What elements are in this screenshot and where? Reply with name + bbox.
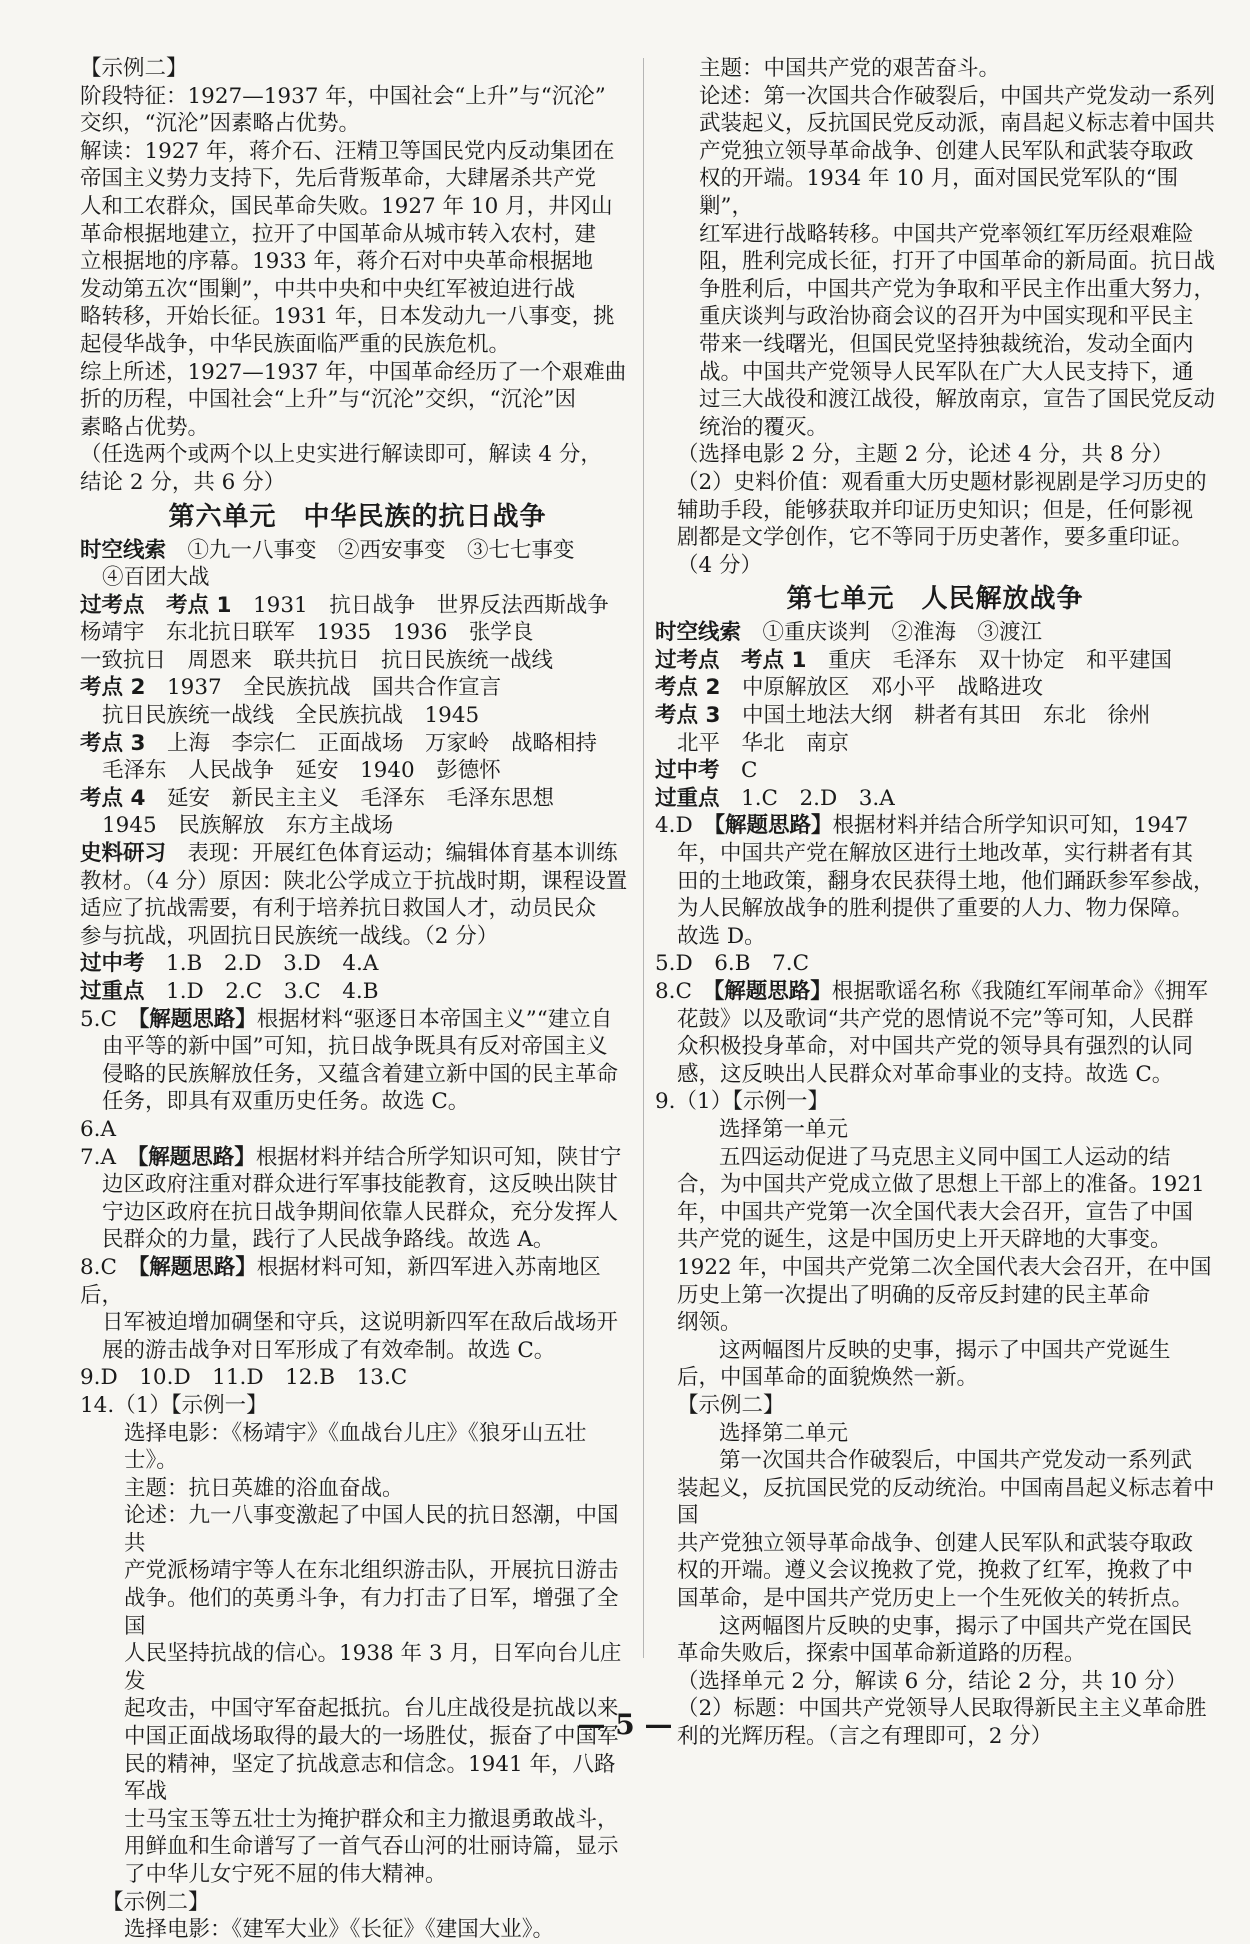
- kaodian-text: 抗日民族统一战线 全民族抗战 1945: [102, 703, 480, 729]
- solution-tag: 【解题思路】: [138, 1006, 257, 1032]
- text-line: 年，中国共产党在解放区进行土地改革，实行耕者有其: [677, 841, 1194, 867]
- kaodian-label: 考点 3: [655, 703, 721, 729]
- scoring-note: （任选两个或两个以上史实进行解读即可，解读 4 分，: [80, 442, 602, 468]
- text-line: 宁边区政府在抗日战争期间依靠人民群众，充分发挥人: [102, 1199, 619, 1225]
- text-line: 解读：1927 年，蒋介石、汪精卫等国民党内反动集团在: [80, 138, 615, 164]
- text-line: 人民坚持抗战的信心。1938 年 3 月，日军向台儿庄发: [124, 1641, 622, 1694]
- question-number: 7.A: [80, 1144, 138, 1170]
- scoring-note: （选择电影 2 分，主题 2 分，论述 4 分，共 8 分）: [677, 442, 1174, 468]
- text-line: 争胜利后，中国共产党为争取和平民主作出重大努力，: [699, 276, 1216, 302]
- text-line: 综上所述，1927—1937 年，中国革命经历了一个艰难曲: [80, 359, 627, 385]
- text-line: 根据材料并结合所学知识可知，1947: [832, 813, 1189, 839]
- text-line: 革命失败后，探索中国革命新道路的历程。: [677, 1641, 1086, 1667]
- solution-tag: 【解题思路】: [714, 813, 833, 839]
- answers: C: [741, 758, 758, 784]
- text-line: 交织，“沉沦”因素略占优势。: [80, 111, 360, 137]
- text-line: 由平等的新中国”可知，抗日战争既具有反对帝国主义: [102, 1034, 608, 1060]
- unit-6-title: 第六单元 中华民族的抗日战争: [168, 501, 547, 532]
- left-column: [80, 55, 635, 1944]
- example-label: 【示例二】: [102, 1889, 210, 1915]
- text-line: 革命根据地建立，拉开了中国革命从城市转入农村，建: [80, 221, 597, 247]
- kaodian-text: 杨靖宇 东北抗日联军 1935 1936 张学良: [80, 620, 534, 646]
- text-line: 起攻击，中国守军奋起抵抗。台儿庄战役是抗战以来: [124, 1696, 619, 1722]
- kaodian-text: 延安 新民主主义 毛泽东 毛泽东思想: [166, 785, 554, 811]
- text-line: 共产党的诞生，这是中国历史上开天辟地的大事变。: [677, 1227, 1172, 1253]
- text-line: 士马宝玉等五壮士为掩护群众和主力撤退勇敢战斗，: [124, 1806, 619, 1832]
- text-line: 起侵华战争，中华民族面临严重的民族危机。: [80, 331, 511, 357]
- kaodian-text: 北平 华北 南京: [677, 730, 850, 756]
- text-line: （2）史料价值：观看重大历史题材影视剧是学习历史的: [677, 469, 1207, 495]
- scoring-note: 结论 2 分，共 6 分）: [80, 469, 286, 495]
- example-label: 【示例二】: [80, 56, 188, 81]
- section-label: 史料研习: [80, 841, 167, 867]
- answers: 5.D 6.B 7.C: [655, 951, 810, 977]
- text-line: 帝国主义势力支持下，先后背叛革命，大肆屠杀共产党: [80, 166, 597, 192]
- text-line: 五四运动促进了马克思主义同中国工人运动的结: [719, 1144, 1171, 1170]
- kaodian-text: 1937 全民族抗战 国共合作宣言: [166, 675, 502, 701]
- text-line: 花鼓》以及歌词“共产党的恩情说不完”等可知，人民群: [677, 1006, 1194, 1032]
- timeline-label: 时空线索: [655, 620, 742, 646]
- solution-tag: 【解题思路】: [137, 1144, 256, 1170]
- text-line: 民群众的力量，践行了人民战争路线。故选 A。: [102, 1227, 555, 1253]
- text-line: 14.（1）【示例一】: [80, 1392, 268, 1418]
- section-label: 过考点: [80, 592, 145, 618]
- text-line: 后，中国革命的面貌焕然一新。: [677, 1365, 979, 1391]
- text-line: 论述：九一八事变激起了中国人民的抗日怒潮，中国共: [124, 1503, 619, 1556]
- text-line: 主题：抗日英雄的浴血奋战。: [124, 1475, 404, 1501]
- text-line: 辅助手段，能够获取并印证历史知识；但是，任何影视: [677, 497, 1194, 523]
- text-line: 带来一线曙光，但国民党坚持独裁统治，发动全面内: [699, 331, 1194, 357]
- text-line: 用鲜血和生命谱写了一首气吞山河的壮丽诗篇，显示: [124, 1834, 619, 1860]
- text-line: 侵略的民族解放任务，又蕴含着建立新中国的民主革命: [102, 1061, 619, 1087]
- text-line: 了中华儿女宁死不屈的伟大精神。: [124, 1862, 447, 1887]
- text-line: 故选 D。: [677, 923, 766, 949]
- solution-tag: 【解题思路】: [138, 1254, 257, 1280]
- text-line: 统治的覆灭。: [699, 414, 829, 440]
- text-line: 参与抗战，巩固抗日民族统一战线。（2 分）: [80, 923, 499, 949]
- question-number: 5.C: [80, 1006, 139, 1032]
- text-line: 选择电影：《杨靖宇》《血战台儿庄》《狼牙山五壮士》。: [124, 1420, 587, 1474]
- timeline-items: ①重庆谈判 ②淮海 ③渡江: [762, 620, 1043, 646]
- text-line: 剧都是文学创作，它不等同于历史著作，要多重印证。: [677, 525, 1194, 551]
- kaodian-label: 考点 2: [655, 675, 721, 701]
- answers: 6.A: [80, 1116, 117, 1142]
- section-label: 过考点: [655, 647, 720, 673]
- kaodian-text: 中国土地法大纲 耕者有其田 东北 徐州: [741, 703, 1151, 729]
- text-line: 国革命，是中国共产党历史上一个生死攸关的转折点。: [677, 1586, 1194, 1612]
- text-line: 9.（1）【示例一】: [655, 1089, 829, 1115]
- text-line: 这两幅图片反映的史事，揭示了中国共产党在国民: [719, 1613, 1193, 1639]
- section-label: 过中考: [655, 758, 720, 784]
- text-line: 日军被迫增加碉堡和守兵，这说明新四军在敌后战场开: [102, 1310, 619, 1336]
- text-line: 根据材料可知，新四军进入苏南地区后，: [80, 1254, 601, 1308]
- kaodian-text: 中原解放区 邓小平 战略进攻: [741, 675, 1043, 701]
- kaodian-label: 考点 4: [80, 785, 146, 811]
- text-line: 1922 年，中国共产党第二次全国代表大会召开，在中国: [677, 1254, 1212, 1280]
- text-line: 权的开端。1934 年 10 月，面对国民党军队的“围剿”，: [699, 166, 1179, 219]
- text-line: 任务，即具有双重历史任务。故选 C。: [102, 1089, 470, 1115]
- text-line: 论述：第一次国共合作破裂后，中国共产党发动一系列: [699, 83, 1216, 109]
- text-line: 红军进行战略转移。中国共产党率领红军历经艰难险: [699, 221, 1194, 247]
- text-line: 装起义，反抗国民党的反动统治。中国南昌起义标志着中国: [677, 1475, 1215, 1529]
- kaodian-label: 考点 2: [80, 675, 146, 701]
- kaodian-text: 一致抗日 周恩来 联共抗日 抗日民族统一战线: [80, 647, 554, 673]
- text-line: 展的游击战争对日军形成了有效牵制。故选 C。: [102, 1337, 556, 1363]
- text-line: 略转移，开始长征。1931 年，日本发动九一八事变，挑: [80, 304, 615, 330]
- text-line: 根据材料并结合所学知识可知，陕甘宁: [255, 1144, 622, 1170]
- text-line: 民的精神，坚定了抗战意志和信念。1941 年，八路军战: [124, 1751, 616, 1805]
- text-line: 发动第五次“围剿”，中共中央和中央红军被迫进行战: [80, 276, 575, 302]
- text-line: 纲领。: [677, 1310, 742, 1336]
- scoring-note: （4 分）: [677, 552, 763, 578]
- kaodian-text: 上海 李宗仁 正面战场 万家岭 战略相持: [166, 730, 597, 756]
- question-number: 8.C: [655, 979, 714, 1004]
- text-line: 立根据地的序幕。1933 年，蒋介石对中央革命根据地: [80, 249, 594, 275]
- text-line: 根据材料“驱逐日本帝国主义”“建立自: [256, 1006, 613, 1032]
- text-line: 阻，胜利完成长征，打开了中国革命的新局面。抗日战: [699, 249, 1216, 275]
- text-line: 武装起义，反抗国民党反动派，南昌起义标志着中国共: [699, 111, 1216, 137]
- right-column: [655, 55, 1215, 1751]
- answers: 1.D 2.C 3.C 4.B: [166, 979, 379, 1004]
- text-line: 素略占优势。: [80, 414, 210, 440]
- text-line: （2）标题：中国共产党领导人民取得新民主主义革命胜: [677, 1696, 1207, 1722]
- text-line: 选择第二单元: [719, 1420, 849, 1446]
- text-line: 适应了抗战需要，有利于培养抗日救国人才，动员民众: [80, 896, 597, 922]
- text-line: 选择第一单元: [719, 1116, 849, 1142]
- timeline-items: ①九一八事变 ②西安事变 ③七七事变: [187, 537, 575, 563]
- text-line: 年，中国共产党第一次全国代表大会召开，宣告了中国: [677, 1199, 1194, 1225]
- text-line: 产党独立领导革命战争、创建人民军队和武装夺取政: [699, 138, 1194, 164]
- section-label: 过重点: [80, 979, 145, 1004]
- kaodian-text: 毛泽东 人民战争 延安 1940 彭德怀: [102, 758, 501, 784]
- text-line: 利的光辉历程。（言之有理即可，2 分）: [677, 1724, 1053, 1750]
- kaodian-text: 重庆 毛泽东 双十协定 和平建国: [828, 647, 1173, 673]
- column-divider: [643, 58, 644, 1658]
- example-label: 【示例二】: [677, 1392, 785, 1418]
- text-line: 人和工农群众，国民革命失败。1927 年 10 月，井冈山: [80, 193, 613, 219]
- text-line: 战。中国共产党领导人民军队在广大人民支持下，通: [699, 359, 1194, 385]
- text-line: 阶段特征：1927—1937 年，中国社会“上升”与“沉沦”: [80, 83, 606, 109]
- answers: 9.D 10.D 11.D 12.B 13.C: [80, 1365, 408, 1391]
- text-line: 选择电影：《建军大业》《长征》《建国大业》。: [124, 1917, 555, 1943]
- text-line: 这两幅图片反映的史事，揭示了中国共产党诞生: [719, 1337, 1171, 1363]
- text-line: 教材。（4 分）原因：陕北公学成立于抗战时期，课程设置: [80, 868, 628, 894]
- timeline-label: 时空线索: [80, 537, 167, 563]
- text-line: 过三大战役和渡江战役，解放南京，宣告了国民党反动: [699, 387, 1216, 413]
- section-label: 过中考: [80, 951, 145, 977]
- kaodian-label: 考点 3: [80, 730, 146, 756]
- solution-tag: 【解题思路】: [713, 979, 832, 1004]
- text-line: 根据歌谣名称《我随红军闹革命》《拥军: [831, 979, 1208, 1004]
- text-line: 中国正面战场取得的最大的一场胜仗，振奋了中国军: [124, 1724, 619, 1750]
- text-line: 重庆谈判与政治协商会议的召开为中国实现和平民主: [699, 304, 1194, 330]
- text-line: 战争。他们的英勇斗争，有力打击了日军，增强了全国: [124, 1586, 619, 1639]
- answers: 1.C 2.D 3.A: [741, 785, 895, 811]
- unit-7-title: 第七单元 人民解放战争: [786, 584, 1084, 615]
- text-line: 第一次国共合作破裂后，中国共产党发动一系列武: [719, 1448, 1193, 1474]
- text-line: 众积极投身革命，对中国共产党的领导具有强烈的认同: [677, 1034, 1194, 1060]
- text-line: 合，为中国共产党成立做了思想上干部上的准备。1921: [677, 1172, 1205, 1198]
- question-number: 8.C: [80, 1254, 139, 1280]
- section-label: 过重点: [655, 785, 720, 811]
- kaodian-text: 1931 抗日战争 世界反法西斯战争: [253, 592, 609, 618]
- text-line: 折的历程，中国社会“上升”与“沉沦”交织，“沉沦”因: [80, 387, 576, 413]
- page-number: — 5 —: [577, 1708, 673, 1741]
- kaodian-label: 考点 1: [741, 647, 807, 673]
- text-line: 表现：开展红色体育运动；编辑体育基本训练: [187, 841, 618, 867]
- text-line: 历史上第一次提出了明确的反帝反封建的民主革命: [677, 1282, 1151, 1308]
- text-line: 主题：中国共产党的艰苦奋斗。: [699, 56, 1001, 81]
- text-line: 感，这反映出人民群众对革命事业的支持。故选 C。: [677, 1061, 1174, 1087]
- text-line: 权的开端。遵义会议挽救了党，挽救了红军，挽救了中: [677, 1558, 1194, 1584]
- text-line: 边区政府注重对群众进行军事技能教育，这反映出陕甘: [102, 1172, 619, 1198]
- answers: 1.B 2.D 3.D 4.A: [166, 951, 379, 977]
- kaodian-text: 1945 民族解放 东方主战场: [102, 813, 394, 839]
- scoring-note: （选择单元 2 分，解读 6 分，结论 2 分，共 10 分）: [677, 1668, 1188, 1694]
- question-number: 4.D: [655, 813, 715, 839]
- text-line: 产党派杨靖宇等人在东北组织游击队，开展抗日游击: [124, 1558, 619, 1584]
- text-line: 为人民解放战争的胜利提供了重要的人力、物力保障。: [677, 896, 1194, 922]
- text-line: 共产党独立领导革命战争、创建人民军队和武装夺取政: [677, 1530, 1194, 1556]
- kaodian-label: 考点 1: [166, 592, 232, 618]
- text-line: 田的土地政策，翻身农民获得土地，他们踊跃参军参战，: [677, 868, 1215, 894]
- timeline-items: ④百团大战: [102, 565, 210, 591]
